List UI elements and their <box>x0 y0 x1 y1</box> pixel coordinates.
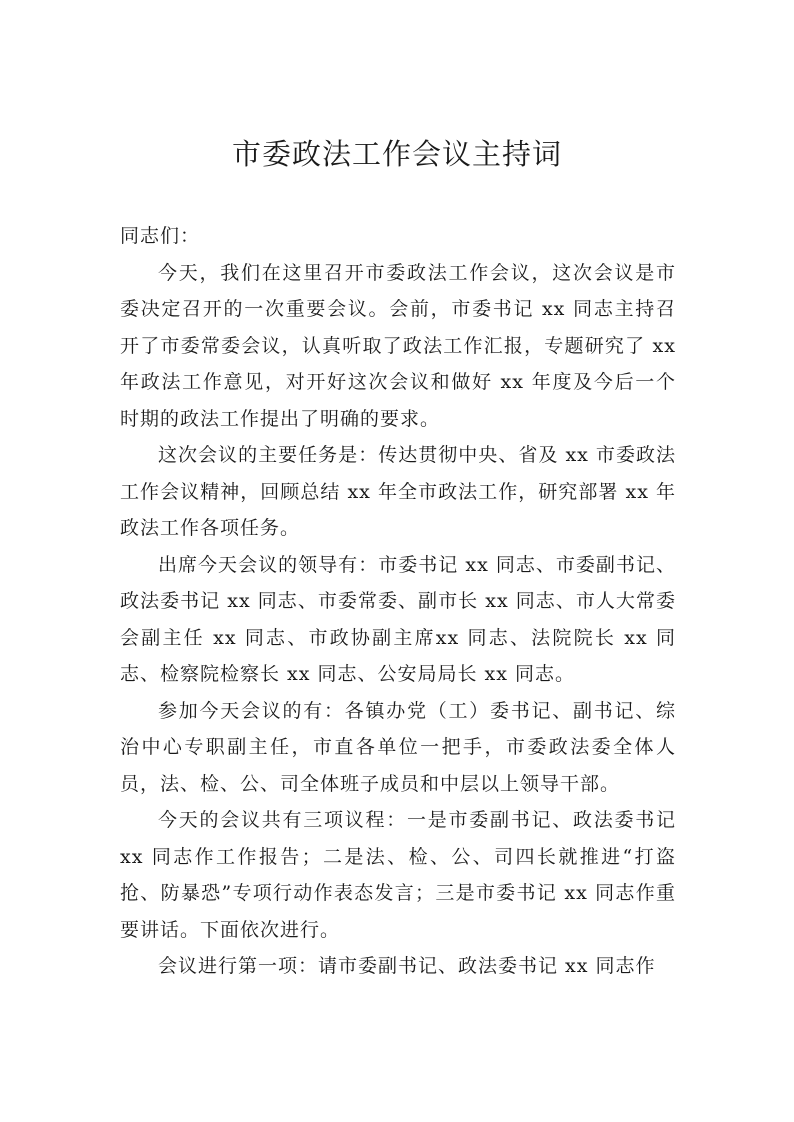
salutation: 同志们： <box>120 225 201 247</box>
paragraph-first-item: 会议进行第一项：请市委副书记、政法委书记 xx 同志作 <box>158 955 656 977</box>
paragraph-opening: 今天，我们在这里召开市委政法工作会议，这次会议是市委决定召开的一次重要会议。会前，市委书记 xx 同志主持召开了市委常委会议，认真听取了政法工作汇报，专题研究了 xx 年政法工作意见，对开好这次会议和做好 xx 年度及今后一个时期的政法工作提出了明确的要求。 <box>120 261 676 430</box>
document-title: 市委政法工作会议主持词 <box>231 137 562 171</box>
paragraph-main-tasks: 这次会议的主要任务是：传达贯彻中央、省及 xx 市委政法工作会议精神，回顾总结 xx 年全市政法工作，研究部署 xx 年政法工作各项任务。 <box>120 444 676 539</box>
paragraph-agenda: 今天的会议共有三项议程：一是市委副书记、政法委书记 xx 同志作工作报告；二是法、检、公、司四长就推进“打盗抢、防暴恐”专项行动作表态发言；三是市委书记 xx 同志作重要讲话。下面依次进行。 <box>120 809 676 941</box>
paragraph-participants: 参加今天会议的有：各镇办党（工）委书记、副书记、综治中心专职副主任，市直各单位一把手，市委政法委全体人员，法、检、公、司全体班子成员和中层以上领导干部。 <box>120 699 676 795</box>
paragraph-attending-leaders: 出席今天会议的领导有：市委书记 xx 同志、市委副书记、政法委书记 xx 同志、市委常委、副市长 xx 同志、市人大常委会副主任 xx 同志、市政协副主席xx 同志、法院院长 xx 同志、检察院检察长 xx 同志、公安局局长 xx 同志。 <box>120 553 676 685</box>
document-body <box>120 218 676 985</box>
